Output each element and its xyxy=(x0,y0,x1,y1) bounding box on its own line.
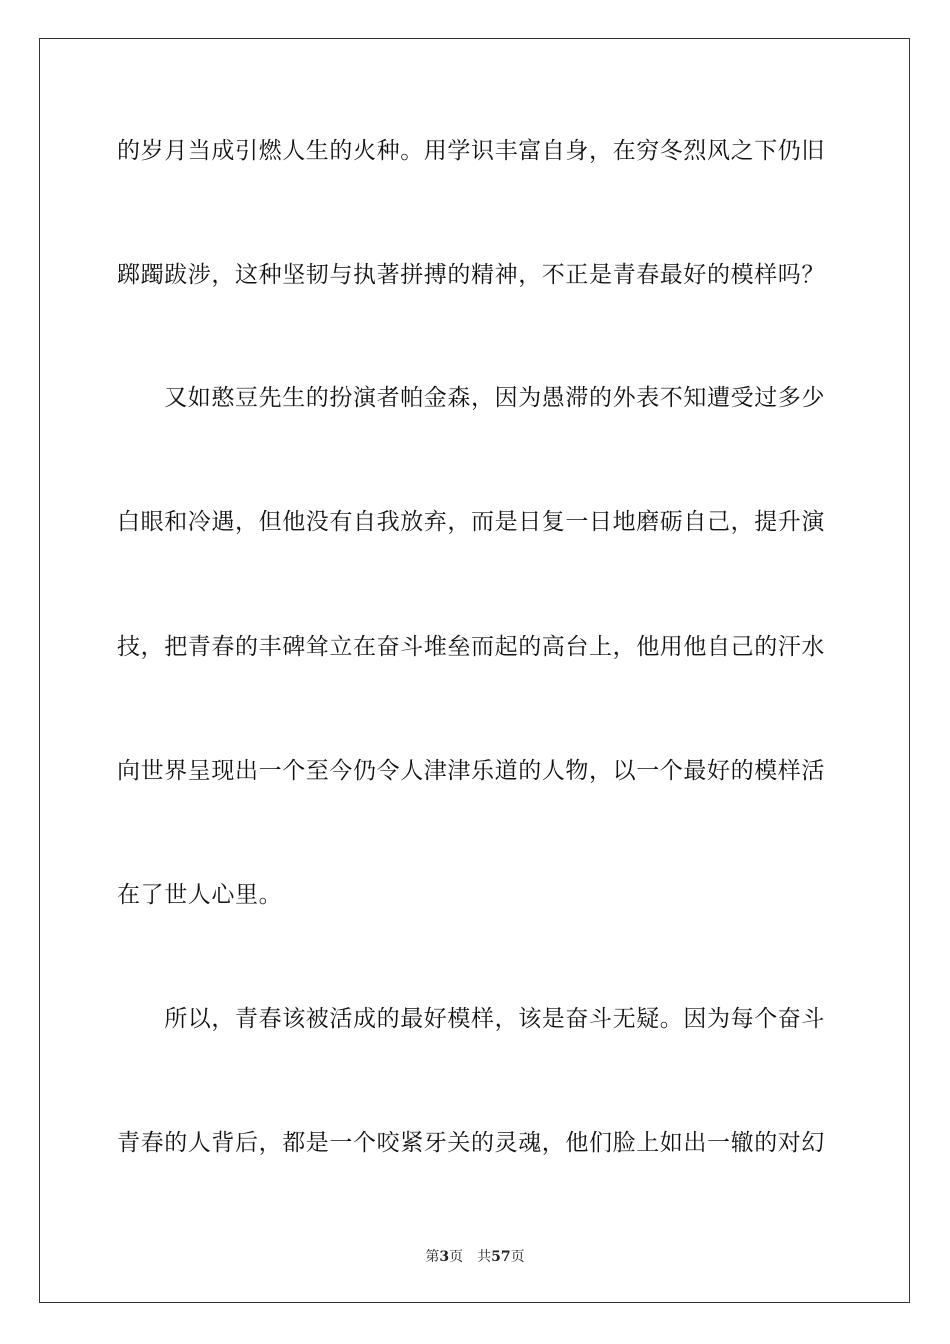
body-text-line: 又如憨豆先生的扮演者帕金森，因为愚滞的外表不知遭受过多少 xyxy=(117,385,825,411)
footer-total-suffix: 页 xyxy=(510,1249,525,1265)
body-text-line: 在了世人心里。 xyxy=(117,882,283,908)
body-text-line: 所以，青春该被活成的最好模样，该是奋斗无疑。因为每个奋斗 xyxy=(117,1006,825,1032)
page-border xyxy=(39,38,910,1303)
footer-page-suffix: 页 xyxy=(449,1249,464,1265)
body-text-line: 青春的人背后，都是一个咬紧牙关的灵魂，他们脸上如出一辙的对幻 xyxy=(117,1130,825,1156)
body-text-line: 白眼和冷遇，但他没有自我放弃，而是日复一日地磨砺自己，提升演 xyxy=(117,509,825,535)
body-text-line: 向世界呈现出一个至今仍令人津津乐道的人物，以一个最好的模样活 xyxy=(117,758,825,784)
body-text-line: 的岁月当成引燃人生的火种。用学识丰富自身，在穷冬烈风之下仍旧 xyxy=(117,138,825,164)
body-text-line: 技，把青春的丰碑耸立在奋斗堆垒而起的高台上，他用他自己的汗水 xyxy=(117,634,825,660)
footer-total-pages: 57 xyxy=(491,1249,511,1265)
page-footer xyxy=(0,1247,950,1267)
footer-page-prefix: 第 xyxy=(425,1249,440,1265)
body-text-line: 踯躅跋涉，这种坚韧与执著拼搏的精神，不正是青春最好的模样吗？ xyxy=(117,262,825,288)
footer-page-number: 3 xyxy=(439,1249,450,1265)
footer-total-prefix: 共 xyxy=(477,1249,492,1265)
